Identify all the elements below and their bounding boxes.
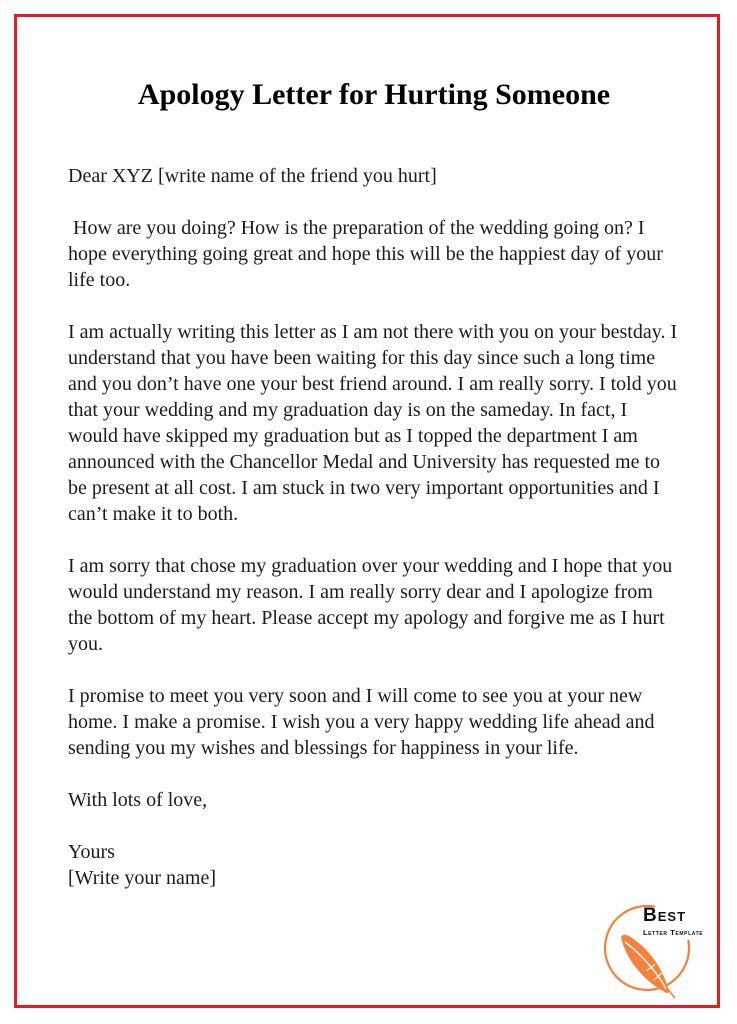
signature-block: [68, 839, 680, 891]
feather-body: [621, 935, 669, 993]
paragraph-2: I am actually writing this letter as I am not there with you on your bestday. I understand that you have been waiting for this day since such a long time and you don’t have one your best friend around. I am really sorry. I told you that your wedding and my graduation day is on the sameday. In fact, I would have skipped my graduation but as I topped the department I am announced with the Chancellor Medal and University has requested me to be present at all cost. I am stuck in two very important opportunities and I can’t make it to both.: [68, 321, 683, 525]
brand-logo: [600, 893, 705, 1008]
logo-brand: Best: [643, 905, 687, 926]
closing: With lots of love,: [68, 789, 208, 811]
signature-line-1: Yours: [68, 841, 115, 863]
salutation: Dear XYZ [write name of the friend you hurt]: [68, 165, 437, 187]
logo-tagline: Letter Template: [643, 928, 704, 937]
paragraph-1: How are you doing? How is the preparation of the wedding going on? I hope everything going great and hope this will be the happiest day of your life too.: [68, 217, 668, 291]
paragraph-4: I promise to meet you very soon and I will come to see you at your new home. I make a promise. I wish you a very happy wedding life ahead and sending you my wishes and blessings for happiness in your life.: [68, 685, 660, 759]
letter-body: [68, 0, 683, 917]
paragraph-3: I am sorry that chose my graduation over your wedding and I hope that you would understand my reason. I am really sorry dear and I apologize from the bottom of my heart. Please accept my apology and forgive me as I hurt you.: [68, 555, 678, 655]
letter-title: Apology Letter for Hurting Someone: [137, 78, 611, 111]
signature-line-2: [Write your name]: [68, 867, 217, 889]
